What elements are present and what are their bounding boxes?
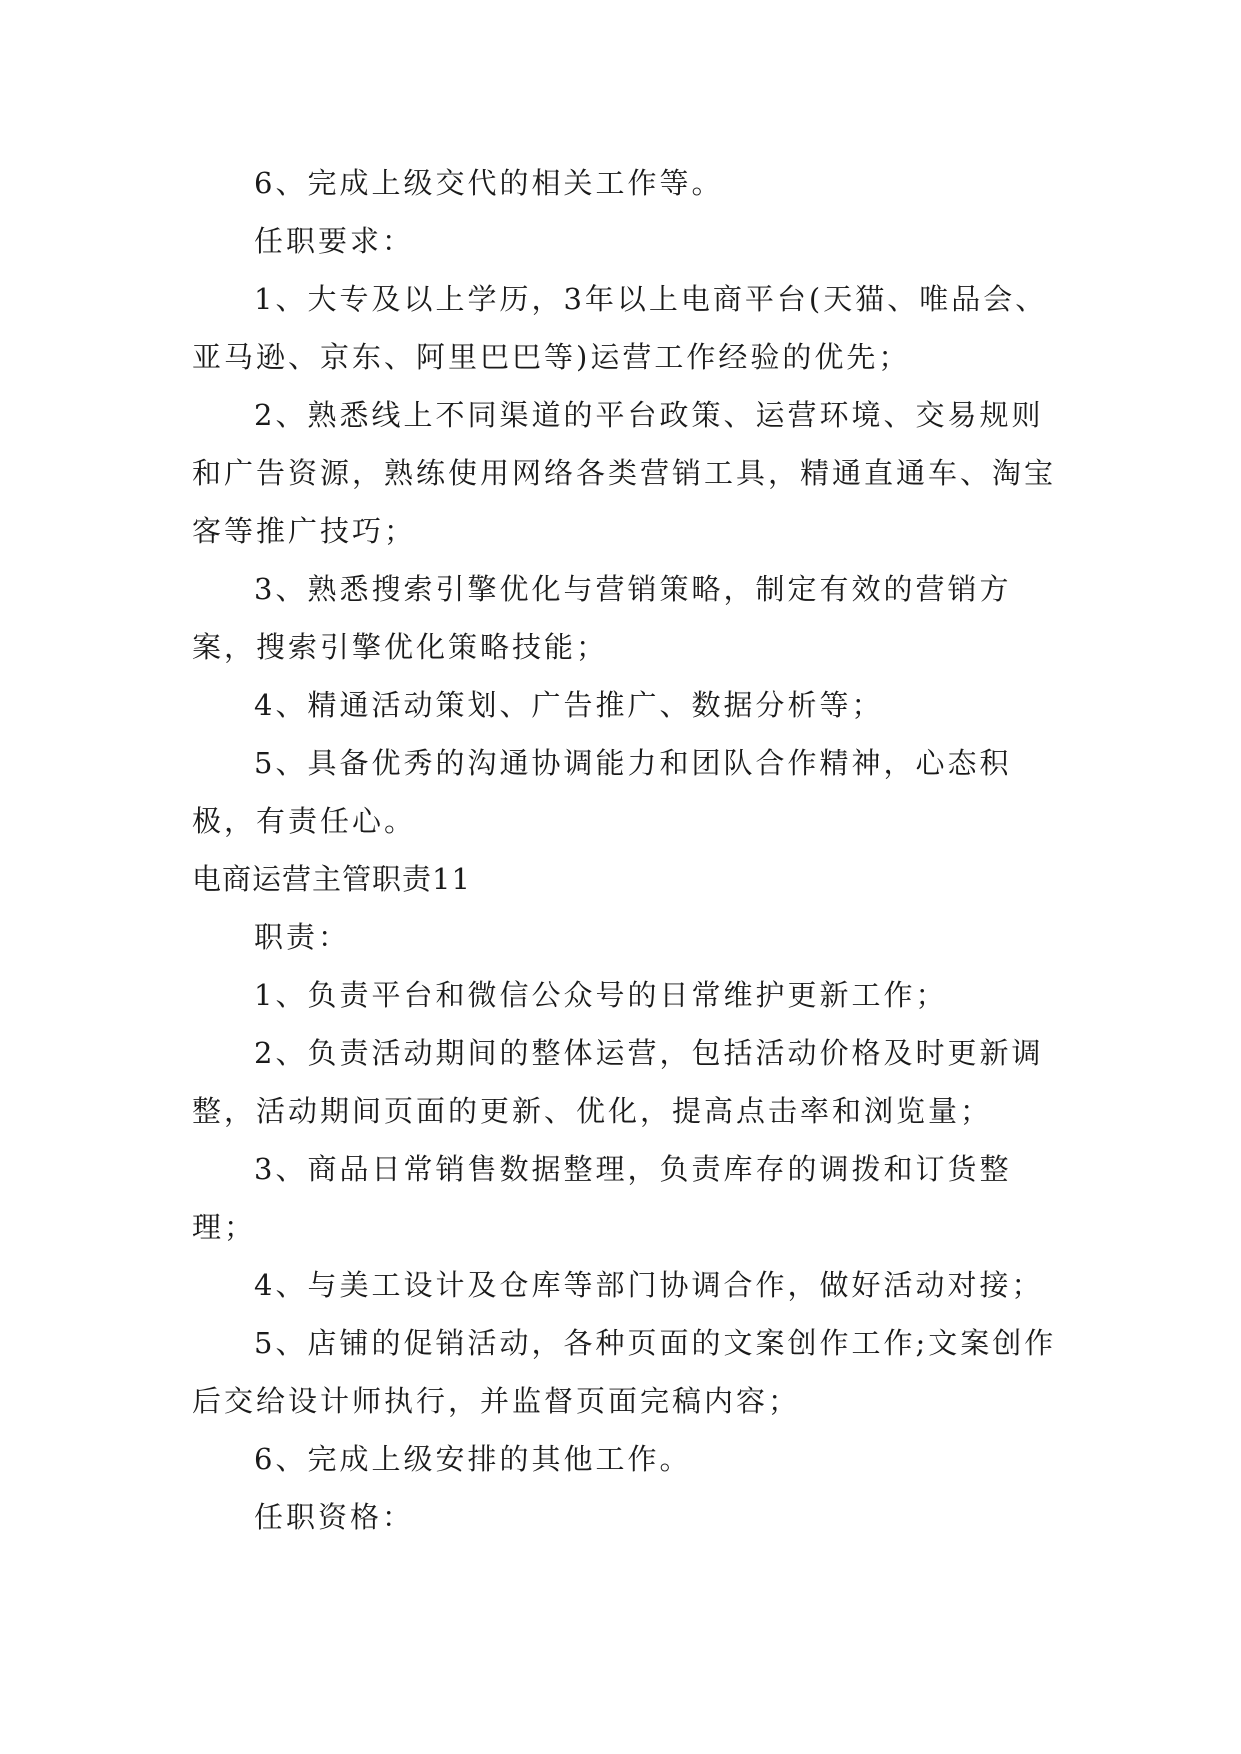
duty-4: 4、与美工设计及仓库等部门协调合作，做好活动对接； xyxy=(254,1268,1044,1302)
duty-6: 6、完成上级安排的其他工作。 xyxy=(254,1442,692,1476)
qualifications-heading: 任职资格： xyxy=(254,1500,415,1534)
duty-3: 3、商品日常销售数据整理，负责库存的调拨和订货整理； xyxy=(192,1152,1012,1244)
paragraph-6-previous-duty: 6、完成上级交代的相关工作等。 xyxy=(254,166,724,200)
requirement-4: 4、精通活动策划、广告推广、数据分析等； xyxy=(254,688,884,722)
requirements-heading: 任职要求： xyxy=(254,224,415,258)
document-body xyxy=(192,154,1072,1546)
requirement-5: 5、具备优秀的沟通协调能力和团队合作精神，心态积极，有责任心。 xyxy=(192,746,1012,838)
duty-5: 5、店铺的促销活动，各种页面的文案创作工作;文案创作后交给设计师执行，并监督页面完稿内容； xyxy=(192,1326,1057,1418)
requirement-2: 2、熟悉线上不同渠道的平台政策、运营环境、交易规则和广告资源，熟练使用网络各类营销工具，精通直通车、淘宝客等推广技巧； xyxy=(192,398,1057,548)
requirement-3: 3、熟悉搜索引擎优化与营销策略，制定有效的营销方案，搜索引擎优化策略技能； xyxy=(192,572,1012,664)
duties-heading: 职责： xyxy=(254,920,351,954)
duty-1: 1、负责平台和微信公众号的日常维护更新工作； xyxy=(254,978,948,1012)
requirement-1: 1、大专及以上学历，3年以上电商平台(天猫、唯品会、亚马逊、京东、阿里巴巴等)运营工作经验的优先； xyxy=(192,282,1048,374)
section-title: 电商运营主管职责11 xyxy=(192,862,471,896)
duty-2: 2、负责活动期间的整体运营，包括活动价格及时更新调整，活动期间页面的更新、优化，提高点击率和浏览量； xyxy=(192,1036,1044,1128)
